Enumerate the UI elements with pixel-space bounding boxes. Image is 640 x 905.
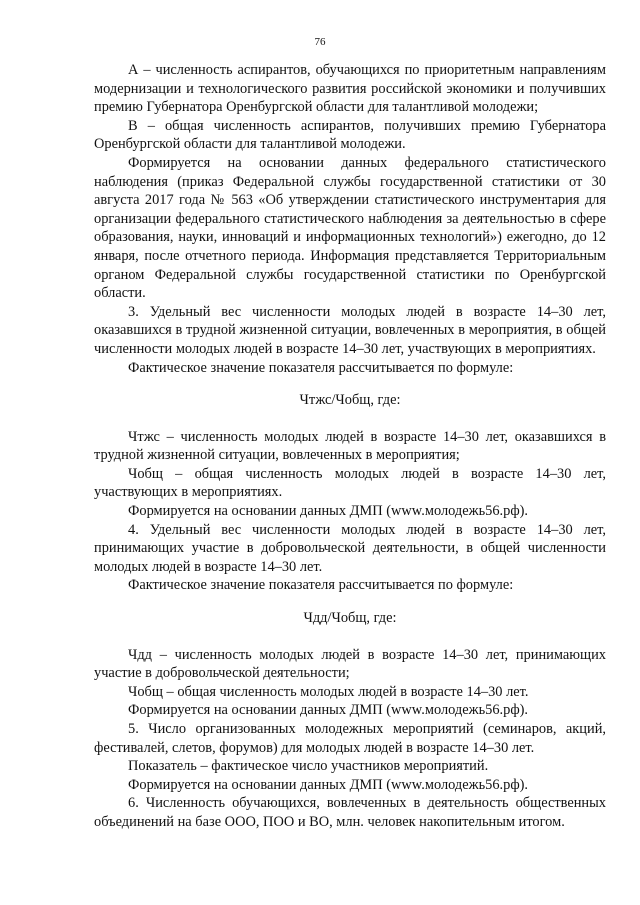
paragraph: Чтжс – численность молодых людей в возрасте 14–30 лет, оказавшихся в трудной жизненной ситуации, вовлеченных в мероприятия; (94, 428, 606, 464)
paragraph: Формируется на основании данных ДМП (www.молодежь56.рф). (128, 776, 529, 793)
document-body (94, 61, 606, 832)
paragraph: Чобщ – общая численность молодых людей в возрасте 14–30 лет, участвующих в мероприятиях. (94, 465, 606, 501)
page-number: 76 (314, 36, 326, 48)
paragraph: 3. Удельный вес численности молодых людей в возрасте 14–30 лет, оказавшихся в трудной жизненной ситуации, вовлеченных в мероприятия, в общей численности молодых людей в возрасте 14–30 лет, участвующих в мероприятиях. (94, 303, 606, 357)
paragraph: 4. Удельный вес численности молодых людей в возрасте 14–30 лет, принимающих участие в добровольческой деятельности, в общей численности молодых людей в возрасте 14–30 лет. (94, 521, 606, 575)
paragraph: Формируется на основании данных федерального статистического наблюдения (приказ Федеральной службы государственной статистики от 30 августа 2017 года № 563 «Об утверждении статистического инструментария для организации федерального статистического наблюдения за деятельностью в сфере образования, науки, инноваций и информационных технологий») ежегодно, до 12 января, после отчетного периода. Информация представляется Территориальным органом Федеральной службы государственной статистики по Оренбургской области. (94, 154, 606, 302)
paragraph: Формируется на основании данных ДМП (www.молодежь56.рф). (128, 503, 529, 520)
paragraph: Фактическое значение показателя рассчитывается по формуле: (128, 577, 514, 594)
paragraph: Показатель – фактическое число участников мероприятий. (128, 758, 489, 775)
paragraph: Фактическое значение показателя рассчитывается по формуле: (128, 359, 514, 376)
paragraph: Чобщ – общая численность молодых людей в возрасте 14–30 лет. (128, 683, 529, 700)
paragraph: Формируется на основании данных ДМП (www.молодежь56.рф). (128, 702, 529, 719)
formula: Чдд/Чобщ, где: (303, 610, 397, 627)
paragraph: 5. Число организованных молодежных мероприятий (семинаров, акций, фестивалей, слетов, форумов) для молодых людей в возрасте 14–30 лет. (94, 721, 606, 756)
paragraph: В – общая численность аспирантов, получивших премию Губернатора Оренбургской области для талантливой молодежи. (94, 117, 606, 153)
paragraph: Чдд – численность молодых людей в возрасте 14–30 лет, принимающих участие в добровольческой деятельности; (94, 646, 606, 682)
paragraph: 6. Численность обучающихся, вовлеченных в деятельность общественных объединений на базе ООО, ПОО и ВО, млн. человек накопительным итогом. (94, 795, 606, 830)
paragraph: А – численность аспирантов, обучающихся по приоритетным направлениям модернизации и технологического развития российской экономики и получивших премию Губернатора Оренбургской области для талантливой молодежи; (94, 62, 606, 116)
formula: Чтжс/Чобщ, где: (299, 392, 401, 409)
